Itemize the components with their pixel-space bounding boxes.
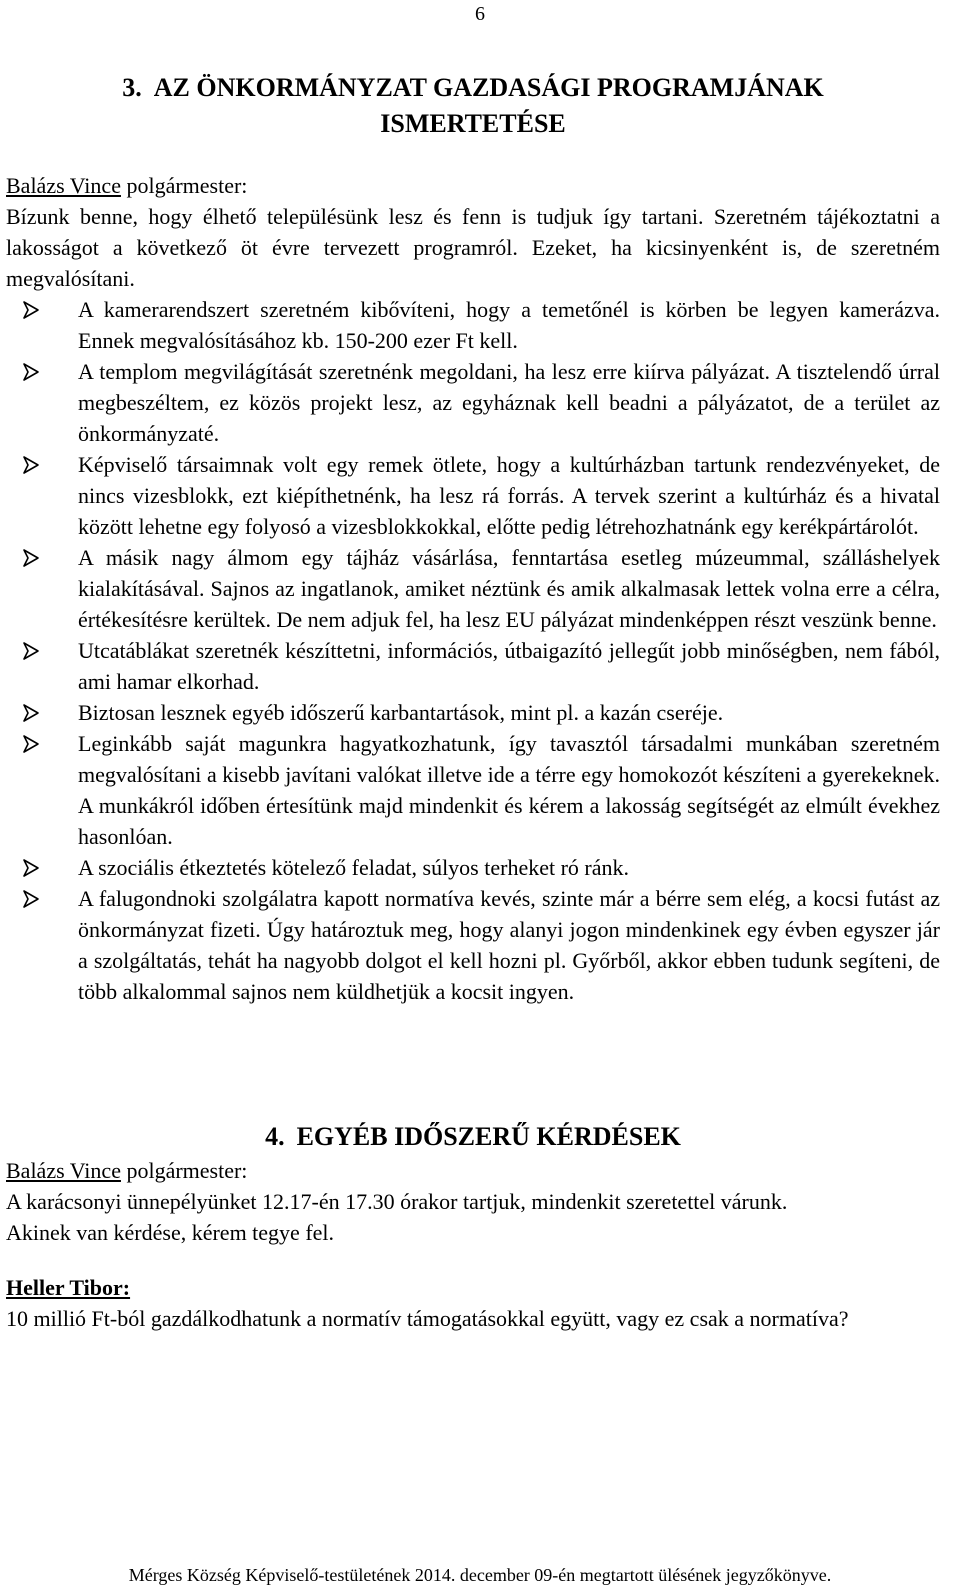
program-bullet-text: A falugondnoki szolgálatra kapott normatíva kevés, szinte már a bérre sem elég, a kocsi futást az önkormányzat fizeti. Úgy határoztuk meg, hogy alanyi jogon mindenkinek egy évben egyszer jár a szolgáltatás, tehát ha nagyobb dolgot el kell hozni pl. Győrből, akkor ebben tudunk segíteni, de több alkalommal sajnos nem küldhetjük a kocsit ingyen. <box>78 886 940 1004</box>
program-bullet-text: Utcatáblákat szeretnék készíttetni, információs, útbaigazító jellegűt jobb minőségben, nem fából, ami hamar elkorhad. <box>78 638 940 694</box>
speaker-role: polgármester: <box>120 1158 248 1183</box>
section-3-title-line1: AZ ÖNKORMÁNYZAT GAZDASÁGI PROGRAMJÁNAK <box>153 73 824 102</box>
speaker-paragraph: Akinek van kérdése, kérem tegye fel. <box>6 1220 335 1245</box>
arrow-bullet-icon <box>22 883 52 914</box>
arrow-bullet-icon <box>22 294 52 325</box>
program-bullet-text: Biztosan lesznek egyéb időszerű karbantartások, mint pl. a kazán cseréje. <box>78 700 724 725</box>
speaker-role: polgármester: <box>120 173 248 198</box>
program-bullet-item <box>6 635 940 697</box>
program-bullet-item <box>6 542 940 635</box>
program-bullet-item <box>6 449 940 542</box>
speaker-name: Heller Tibor: <box>6 1275 131 1300</box>
speaker-paragraph: A karácsonyi ünnepélyünket 12.17-én 17.30 órakor tartjuk, mindenkit szeretettel várunk. <box>6 1189 788 1214</box>
arrow-bullet-icon <box>22 697 52 728</box>
speaker-line <box>6 1272 940 1303</box>
document-body <box>6 70 940 1334</box>
arrow-bullet-icon <box>22 542 52 573</box>
page-number: 6 <box>475 3 485 25</box>
section-3-title-line2: ISMERTETÉSE <box>380 109 566 138</box>
speaker-line <box>6 1155 940 1186</box>
section-3-number: 3. <box>122 73 142 102</box>
program-bullet-text: Képviselő társaimnak volt egy remek ötlete, hogy a kultúrházban tartunk rendezvényeket, de nincs vizesblokk, ezt kiépíthetnénk, ha lesz rá forrás. A tervek szerint a kultúrház és a hivatal között lehetne egy folyosó a vizesblokkokkal, előtte pedig létrehozhatnánk egy kerékpártárolót. <box>78 452 940 539</box>
program-bullet-item <box>6 356 940 449</box>
program-bullet-text: A szociális étkeztetés kötelező feladat, súlyos terheket ró ránk. <box>78 855 630 880</box>
program-bullet-item <box>6 294 940 356</box>
speaker-line <box>6 170 940 201</box>
arrow-bullet-icon <box>22 635 52 666</box>
program-bullet-item <box>6 697 940 728</box>
speaker-paragraph: 10 millió Ft-ból gazdálkodhatunk a normatív támogatásokkal együtt, vagy ez csak a normatíva? <box>6 1306 849 1331</box>
program-bullet-text: A másik nagy álmom egy tájház vásárlása, fenntartása esetleg múzeummal, szálláshelyek kialakításával. Sajnos az ingatlanok, amiket néztünk és amik alkalmasak lettek volna erre a célra, értékesítésre kerültek. De nem adjuk fel, ha lesz EU pályázat mindenképpen részt veszünk benne. <box>78 545 940 632</box>
program-bullet-text: Leginkább saját magunkra hagyatkozhatunk, így tavasztól társadalmi munkában szeretném megvalósítani a kisebb javítani valókat illetve ide a térre egy homokozót készíteni a gyerekeknek. A munkákról időben értesítünk majd mindenkit és kérem a lakosság segítségét az elmúlt évekhez hasonlóan. <box>78 731 940 849</box>
arrow-bullet-icon <box>22 728 52 759</box>
page-footer: Mérges Község Képviselő-testületének 2014. december 09-én megtartott ülésének jegyzőkönyve. <box>128 1565 832 1585</box>
section-4-title: EGYÉB IDŐSZERŰ KÉRDÉSEK <box>296 1122 681 1151</box>
program-bullet-item <box>6 883 940 1007</box>
section-4-heading <box>6 1119 940 1155</box>
section-4-number: 4. <box>265 1122 285 1151</box>
speaker-name: Balázs Vince <box>6 1158 121 1183</box>
program-bullet-item <box>6 852 940 883</box>
arrow-bullet-icon <box>22 449 52 480</box>
arrow-bullet-icon <box>22 356 52 387</box>
program-bullet-item <box>6 728 940 852</box>
intro-paragraph: Bízunk benne, hogy élhető településünk lesz és fenn is tudjuk így tartani. Szeretném tájékoztatni a lakosságot a következő öt évre tervezett programról. Ezeket, ha kicsinyenként is, de szeretném megvalósítani. <box>6 204 940 291</box>
speaker-name: Balázs Vince <box>6 173 121 198</box>
arrow-bullet-icon <box>22 852 52 883</box>
program-bullet-text: A kamerarendszert szeretném kibővíteni, hogy a temetőnél is körben be legyen kamerázva. Ennek megvalósításához kb. 150-200 ezer Ft kell. <box>78 297 940 353</box>
program-bullet-text: A templom megvilágítását szeretnénk megoldani, ha lesz erre kiírva pályázat. A tisztelendő úrral megbeszéltem, ez közös projekt lesz, az egyháznak kell beadni a pályázatot, de a terület az önkormányzaté. <box>78 359 940 446</box>
section-3-heading <box>6 70 940 142</box>
program-bullet-list <box>6 294 940 1007</box>
